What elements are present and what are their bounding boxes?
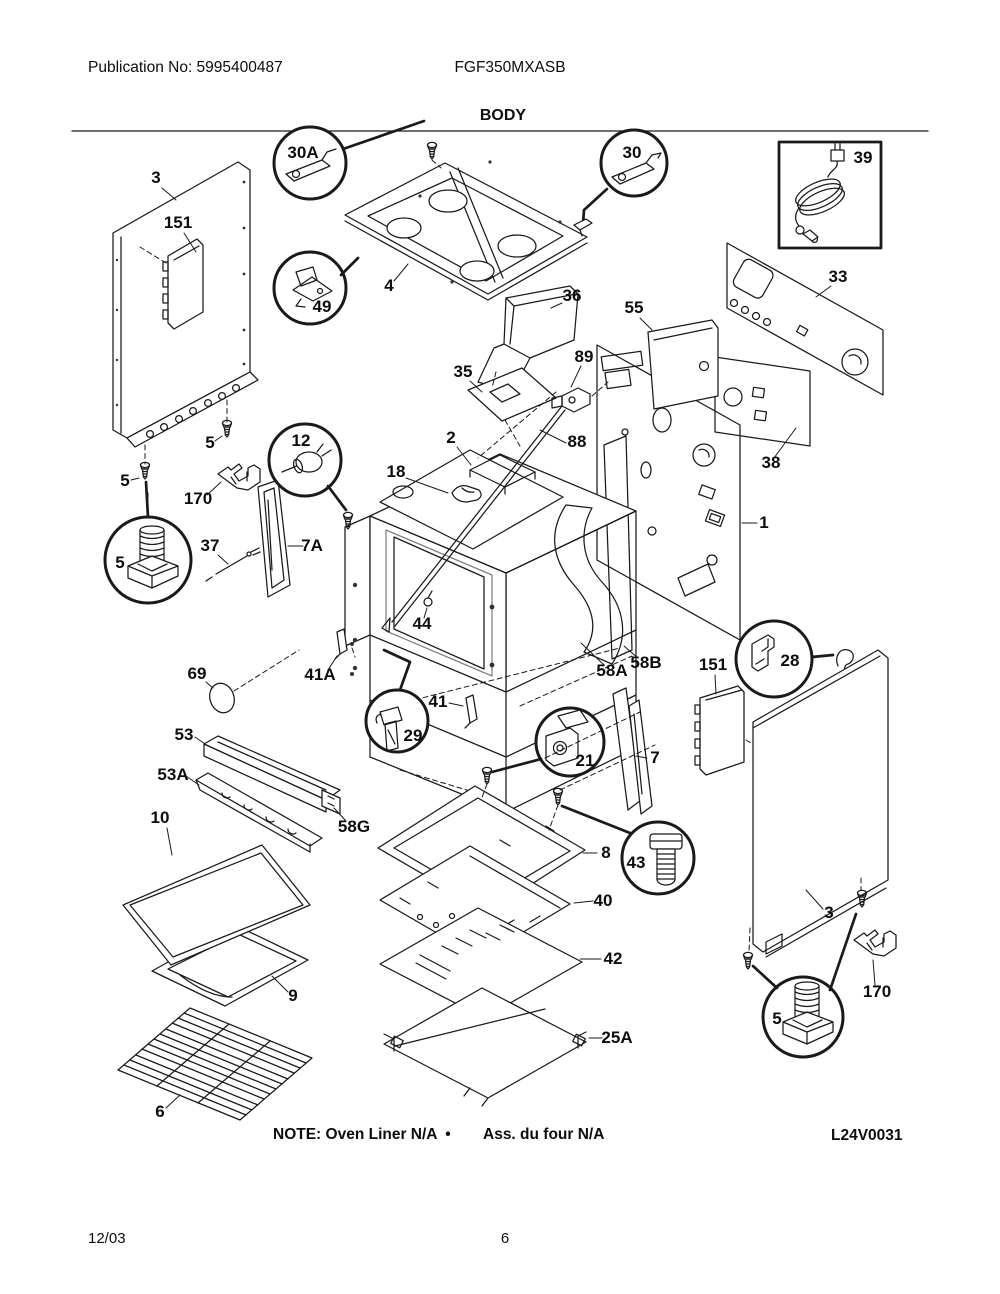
part-drawer-bottom-25a — [384, 988, 633, 1106]
part-label: 69 — [187, 664, 207, 683]
part-label: 6 — [155, 1102, 165, 1121]
screw-icon — [554, 788, 563, 805]
callout-label: 5 — [772, 1009, 782, 1028]
publication-number: Publication No: 5995400487 — [88, 59, 283, 76]
part-label: 3 — [824, 903, 834, 922]
part-bracket-41 — [429, 692, 477, 728]
callout-label: 49 — [312, 297, 332, 316]
part-label: 151 — [163, 213, 193, 232]
part-label: 2 — [446, 428, 456, 447]
model-number: FGF350MXASB — [454, 59, 566, 76]
footer-date: 12/03 — [88, 1230, 126, 1247]
part-label: 35 — [453, 362, 473, 381]
part-label: 33 — [828, 267, 848, 286]
part-label: 25A — [601, 1028, 633, 1047]
part-main-top-4 — [345, 142, 587, 300]
callout-5-left — [105, 482, 191, 603]
part-label: 89 — [574, 347, 594, 366]
callout-label: 43 — [626, 853, 646, 872]
part-label: 7 — [650, 748, 660, 767]
part-label: 1 — [759, 513, 769, 532]
part-label: 5 — [205, 433, 215, 452]
part-label: 151 — [698, 655, 728, 674]
part-insulation-58b — [604, 436, 632, 659]
screw-icon — [141, 462, 150, 479]
callout-49 — [274, 252, 358, 324]
part-label: 18 — [386, 462, 406, 481]
part-label: 53A — [157, 765, 189, 784]
callout-label: 28 — [780, 651, 800, 670]
callout-label: 21 — [575, 751, 595, 770]
part-label: 58A — [596, 661, 628, 680]
part-disc-69 — [188, 650, 299, 716]
diagram-footer — [273, 1126, 903, 1144]
part-label: 3 — [151, 168, 161, 187]
part-label: 38 — [761, 453, 781, 472]
part-label: 8 — [601, 843, 611, 862]
part-label: 4 — [384, 276, 394, 295]
part-label: 9 — [288, 986, 298, 1005]
callout-label: 5 — [115, 553, 125, 572]
bracket-170-icon — [218, 464, 260, 490]
note-french: Ass. du four N/A — [483, 1126, 605, 1143]
part-label: 170 — [862, 982, 892, 1001]
note-english: NOTE: Oven Liner N/A — [273, 1126, 438, 1143]
screw-icon — [483, 767, 492, 784]
part-label: 170 — [183, 489, 213, 508]
part-oven-rack-6 — [118, 1008, 312, 1121]
section-title: BODY — [479, 107, 527, 124]
part-label: 88 — [567, 432, 587, 451]
part-label: 37 — [200, 536, 220, 555]
part-label: 5 — [120, 471, 130, 490]
part-label: 58B — [630, 653, 662, 672]
part-rail-7a — [258, 480, 323, 597]
part-label: 36 — [562, 286, 582, 305]
part-broil-insert-10 — [123, 808, 310, 965]
part-label: 44 — [412, 614, 432, 633]
screw-icon — [223, 420, 232, 437]
part-label: 39 — [853, 148, 873, 167]
note-separator: • — [445, 1126, 451, 1143]
callout-label: 29 — [403, 726, 423, 745]
part-left-side-panel-3 — [113, 162, 258, 447]
callout-label: 30 — [622, 143, 642, 162]
page-header — [72, 59, 928, 131]
part-label: 41A — [304, 665, 336, 684]
callout-21 — [492, 708, 604, 776]
part-label: 53 — [174, 725, 194, 744]
bracket-170-icon — [854, 930, 896, 956]
callout-label: 30A — [287, 143, 319, 162]
screw-icon — [744, 952, 753, 969]
part-shield-55 — [625, 298, 718, 409]
callout-29 — [366, 650, 428, 752]
callout-label: 12 — [291, 431, 311, 450]
part-label: 41 — [428, 692, 448, 711]
part-label: 58G — [337, 817, 371, 836]
part-label: 42 — [603, 949, 623, 968]
part-label: 55 — [624, 298, 644, 317]
part-label: 7A — [301, 536, 323, 555]
diagram-code: L24V0031 — [831, 1127, 903, 1144]
part-power-cord-39 — [779, 142, 881, 248]
footer-page-number: 6 — [500, 1230, 510, 1247]
page-footer — [88, 1230, 509, 1247]
part-label: 40 — [593, 891, 613, 910]
screw-icon — [428, 142, 437, 159]
part-label: 10 — [150, 808, 170, 827]
callout-30 — [574, 130, 667, 236]
